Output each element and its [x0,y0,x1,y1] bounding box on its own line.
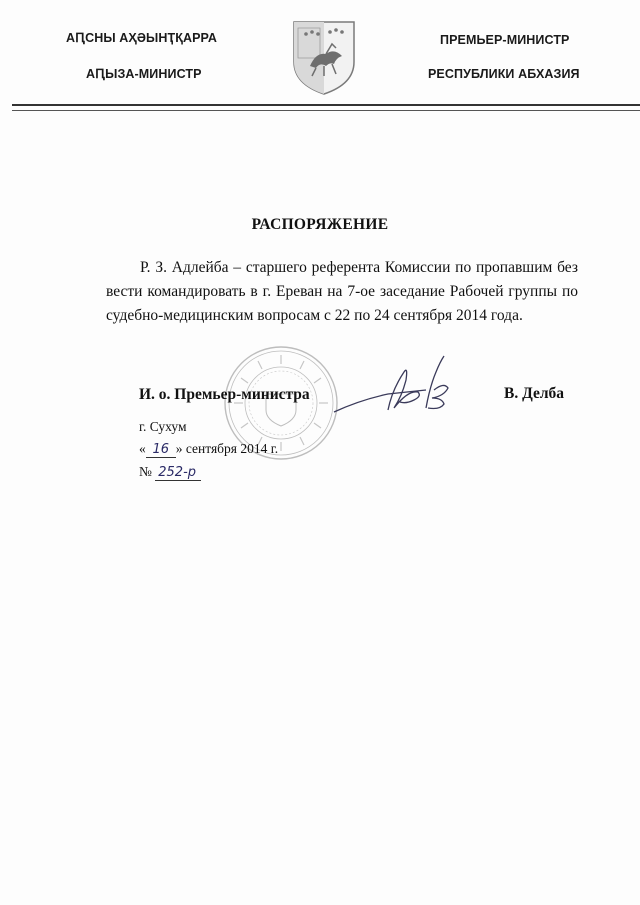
header-left-line2: АԤЫЗА-МИНИСТР [86,67,202,81]
header-left-line1: АԤСНЫ АҲӘЫНҬҚАРРА [66,31,218,45]
header-right-line1: ПРЕМЬЕР-МИНИСТР [440,33,570,47]
header-right-line2: РЕСПУБЛИКИ АБХАЗИЯ [428,67,580,81]
issue-place: г. Сухум [139,419,187,434]
document-number [139,464,201,481]
document-body: Р. З. Адлейба – старшего референта Комиссии по пропавшим без вести командировать в г. Ереван на 7-ое заседание Рабочей группы по судебно-медицинским вопросам с 22 по 24 сентября 2014 года. [106,259,578,324]
number-value-handwritten: 252-р [155,466,201,481]
header-divider-thin [12,110,640,111]
header-divider-thick [12,104,640,106]
issue-date [139,441,278,458]
date-open-quote: « [139,441,146,456]
document-title: РАСПОРЯЖЕНИЕ [251,216,389,233]
number-prefix: № [139,464,152,479]
signatory-name: В. Делба [504,385,565,402]
date-month-year: » сентября 2014 г. [175,441,279,456]
date-day-handwritten: 16 [146,443,176,458]
signatory-position: И. о. Премьер-министра [139,386,310,403]
handwritten-signature-icon [330,350,470,422]
coat-of-arms-icon [290,18,358,96]
